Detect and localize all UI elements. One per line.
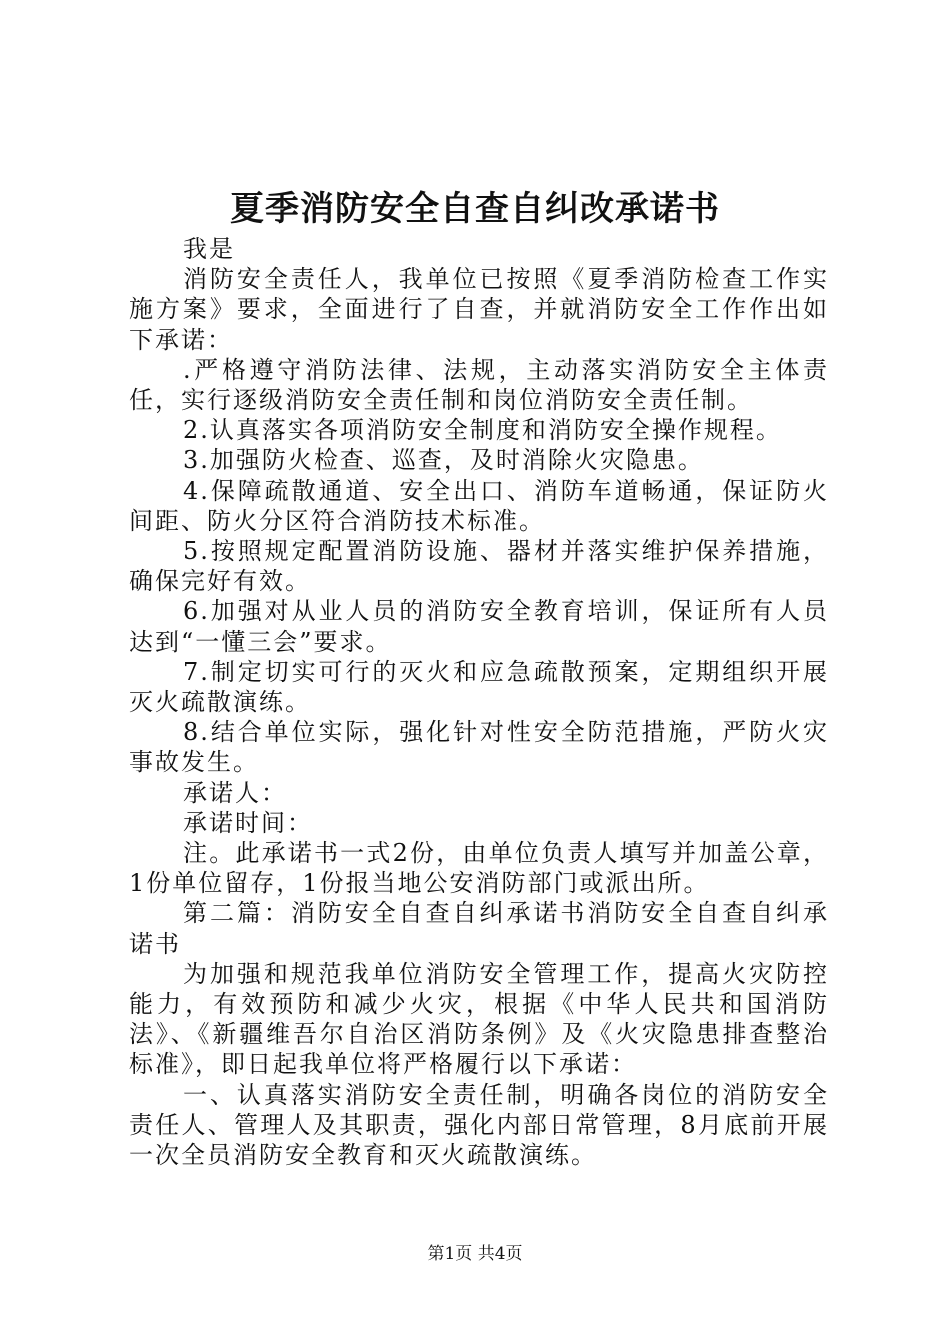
paragraph: 2.认真落实各项消防安全制度和消防安全操作规程。 <box>183 416 782 445</box>
page-number: 第1页 共4页 <box>427 1244 523 1264</box>
paragraph: 注。此承诺书一式2份，由单位负责人填写并加盖公章，1份单位留存，1份报当地公安消防部门或派出所。 <box>129 839 829 898</box>
paragraph: 为加强和规范我单位消防安全管理工作，提高火灾防控能力，有效预防和减少火灾，根据《中华人民共和国消防法》、《新疆维吾尔自治区消防条例》及《火灾隐患排查整治标准》，即日起我单位将严格履行以下承诺： <box>129 959 829 1079</box>
paragraph: 3.加强防火检查、巡查，及时消除火灾隐患。 <box>183 446 704 475</box>
paragraph: 承诺时间： <box>183 808 313 837</box>
document-title: 夏季消防安全自查自纠改承诺书 <box>230 189 720 229</box>
paragraph: 5.按照规定配置消防设施、器材并落实维护保养措施，确保完好有效。 <box>129 537 829 596</box>
paragraph: 6.加强对从业人员的消防安全教育培训，保证所有人员达到“一懂三会”要求。 <box>129 597 829 656</box>
paragraph: 我是 <box>183 235 235 263</box>
document-body <box>129 234 829 1170</box>
paragraph: 7.制定切实可行的灭火和应急疏散预案，定期组织开展灭火疏散演练。 <box>129 657 829 717</box>
paragraph: .严格遵守消防法律、法规，主动落实消防安全主体责任，实行逐级消防安全责任制和岗位消防安全责任制。 <box>129 355 829 415</box>
paragraph: 8.结合单位实际，强化针对性安全防范措施，严防火灾事故发生。 <box>129 718 829 777</box>
paragraph: 一、认真落实消防安全责任制，明确各岗位的消防安全责任人、管理人及其职责，强化内部日常管理，8月底前开展一次全员消防安全教育和灭火疏散演练。 <box>129 1080 829 1170</box>
paragraph: 4.保障疏散通道、安全出口、消防车道畅通，保证防火间距、防火分区符合消防技术标准。 <box>129 476 829 535</box>
paragraph: 消防安全责任人，我单位已按照《夏季消防检查工作实施方案》要求，全面进行了自查，并就消防安全工作作出如下承诺： <box>129 265 829 354</box>
paragraph: 承诺人： <box>183 778 287 807</box>
paragraph: 第二篇：消防安全自查自纠承诺书消防安全自查自纠承诺书 <box>129 899 829 958</box>
